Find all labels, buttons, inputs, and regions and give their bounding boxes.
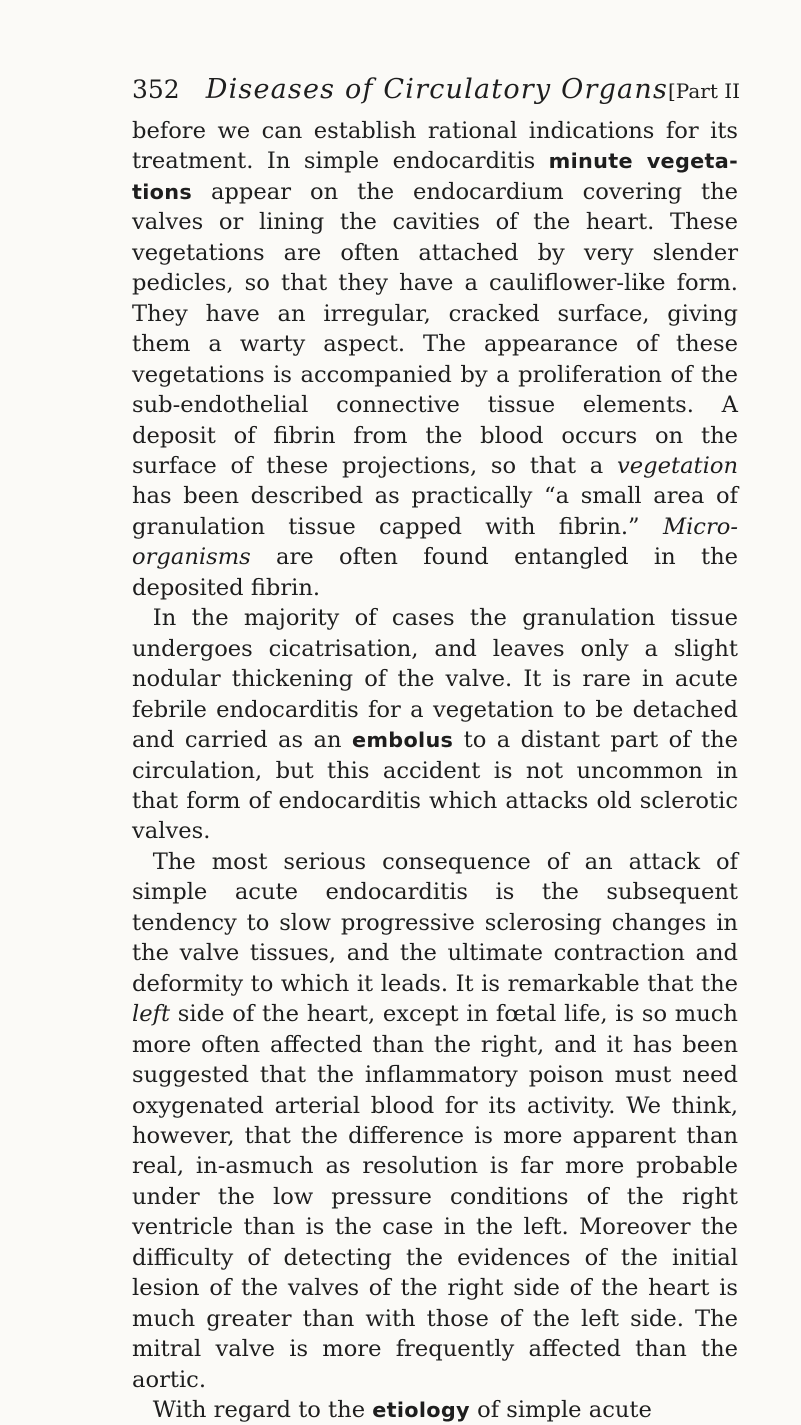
running-header: [132, 74, 741, 114]
paragraph: [132, 847, 738, 1395]
text-run: appear on the endocardium covering the valves or lining the cavities of the heart. These vegetations are often attached by very slender pedicles, so that they have a cauliflower-like form. They have an irregular, cracked surface, giving them a warty aspect. The appearance of these vegetations is accompanied by a proliferation of the sub-endothelial connective tissue elements. A deposit of fibrin from the blood occurs on the surface of these projections, so that a: [132, 178, 738, 479]
paragraph: [132, 603, 738, 847]
text-run: to a distant part of the circulation, but this accident is not uncommon in that form of endocarditis which attacks old sclerotic valves.: [132, 727, 738, 845]
paragraph: [132, 116, 738, 603]
italic-term: left: [132, 1001, 171, 1028]
text-run: side of the heart, except in fœtal life, is so much more often affected than the right, and it has been suggested that the inflammatory poison must need oxygenated arterial blood for its activity. We think, however, that the difference is more apparent than real, in-asmuch as resolution is far more probable under the low pressure conditions of the right ventricle than is the case in the left. Moreover the difficulty of detecting the evidences of the initial lesion of the valves of the right side of the heart is much greater than with those of the left side. The mitral valve is more frequently affected than the aortic.: [132, 1001, 738, 1393]
key-term: minute vegeta-tions: [132, 149, 739, 204]
body-text: [132, 116, 738, 1425]
key-term: embolus: [351, 728, 454, 753]
text-run: With regard to the: [152, 1397, 373, 1424]
text-run: before we can establish rational indications for its treatment. In simple endocarditis: [132, 118, 738, 175]
paragraph: [132, 1395, 738, 1425]
italic-term: Micro-organisms: [132, 513, 738, 571]
page-number: 352: [132, 75, 180, 104]
italic-term: vegetation: [617, 452, 738, 479]
text-run: are often found entangled in the deposited fibrin.: [132, 544, 738, 601]
running-title: Diseases of Circulatory Organs: [205, 74, 668, 105]
text-run: has been described as practically “a small area of granulation tissue capped with fibrin.”: [132, 483, 738, 540]
text-run: In the majority of cases the granulation tissue undergoes cicatrisation, and leaves only a slight nodular thickening of the valve. It is rare in acute febrile endocarditis for a vegetation to be detached and carried as an: [132, 605, 738, 754]
part-label: [Part II: [668, 79, 741, 103]
text-run: of simple acute: [469, 1397, 652, 1424]
text-run: The most serious consequence of an attack of simple acute endocarditis is the subsequent tendency to slow progressive sclerosing changes in the valve tissues, and the ultimate contraction and deformity to which it leads. It is remarkable that the: [132, 848, 738, 997]
key-term: etiology: [372, 1398, 470, 1423]
